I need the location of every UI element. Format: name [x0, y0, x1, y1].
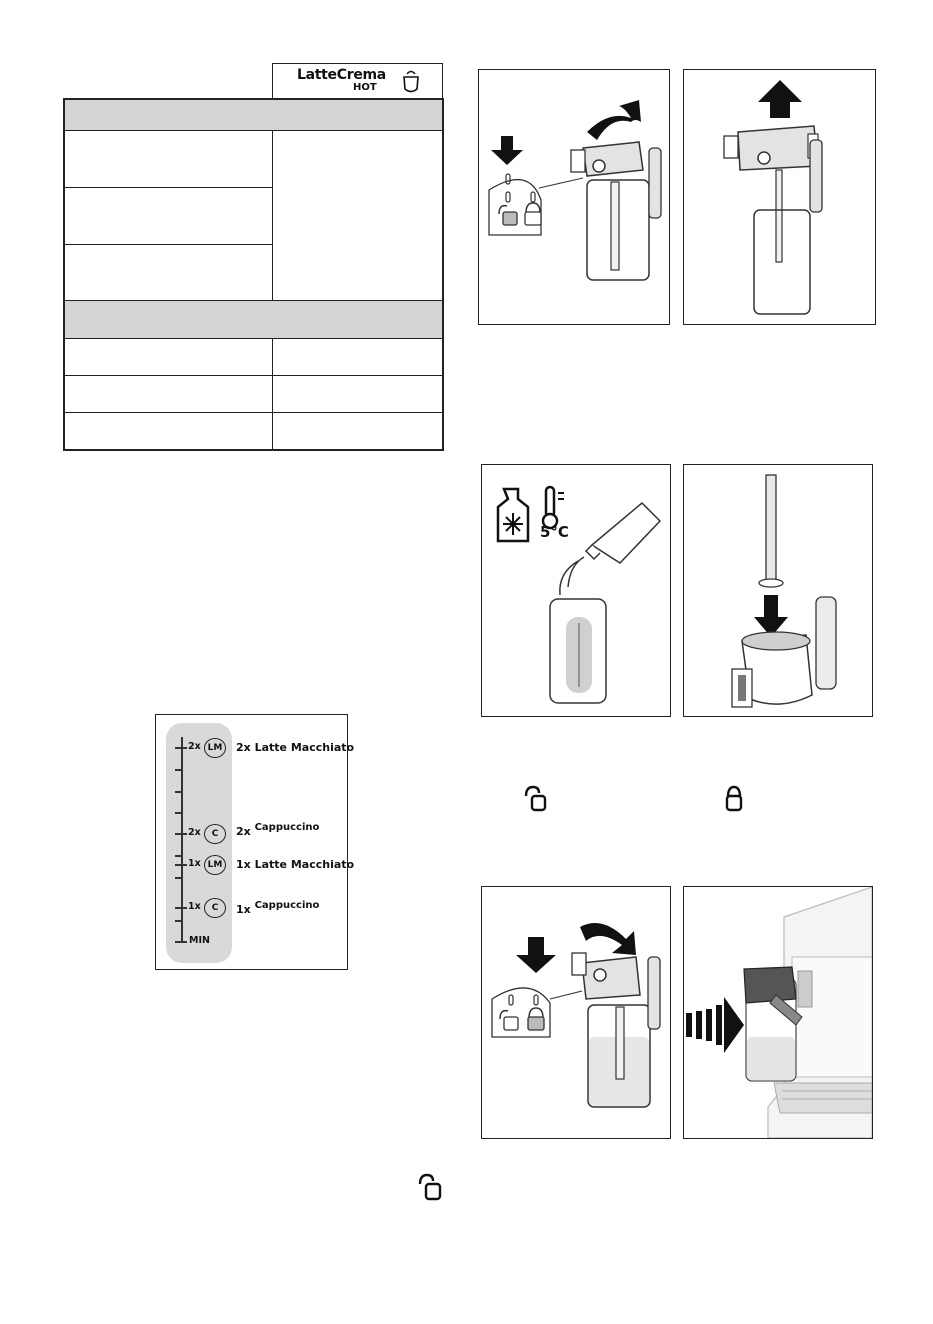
down-arrow-icon — [491, 136, 523, 165]
figure-lock-lid-filled — [481, 886, 671, 1139]
section-header-1 — [65, 100, 442, 130]
down-arrow-icon — [516, 937, 556, 973]
milk-level-scale-figure: 2x LM 2x Latte Macchiato 2x C 2x Cappuccino 1x LM 1x Latte Macchiato 1x C 1x Cappuccino MIN — [155, 714, 348, 970]
milk-jug-icon — [401, 69, 421, 95]
lock-icon — [724, 784, 744, 814]
thermometer-icon — [543, 487, 564, 528]
figure-insert-tube — [683, 464, 873, 717]
figure-lock-lid — [478, 69, 670, 325]
badge-c: C — [204, 824, 226, 844]
scale-min-label: MIN — [189, 935, 210, 946]
table-frame — [63, 98, 444, 451]
figure-pour-milk — [481, 464, 671, 717]
scale-label-2x-cappuccino: 2x Cappuccino — [236, 822, 320, 838]
scale-label-2x-latte-macchiato: 2x Latte Macchiato — [236, 741, 355, 754]
push-arrow-icon — [686, 997, 744, 1053]
scale-strip — [166, 723, 232, 963]
figure-remove-lid — [683, 69, 876, 325]
logo-brand: LatteCrema — [297, 67, 386, 83]
lattecrema-hot-logo — [297, 67, 422, 97]
scale-label-1x-cappuccino: 1x Cappuccino — [236, 900, 320, 916]
rotate-arrow-icon — [580, 923, 636, 955]
section-header-2 — [65, 301, 442, 338]
unlock-icon — [522, 784, 548, 814]
badge-lm: LM — [204, 738, 226, 758]
scale-label-1x-latte-macchiato: 1x Latte Macchiato — [236, 858, 355, 871]
temperature-label: 5°C — [540, 523, 569, 541]
logo-cell — [272, 63, 443, 99]
figure-attach-to-machine — [683, 886, 873, 1139]
badge-lm: LM — [204, 855, 226, 875]
up-arrow-icon — [758, 80, 802, 118]
rotate-arrow-icon — [587, 100, 641, 140]
down-arrow-icon — [754, 595, 788, 637]
badge-c: C — [204, 898, 226, 918]
logo-sub: HOT — [353, 82, 377, 93]
unlock-icon — [416, 1172, 444, 1202]
